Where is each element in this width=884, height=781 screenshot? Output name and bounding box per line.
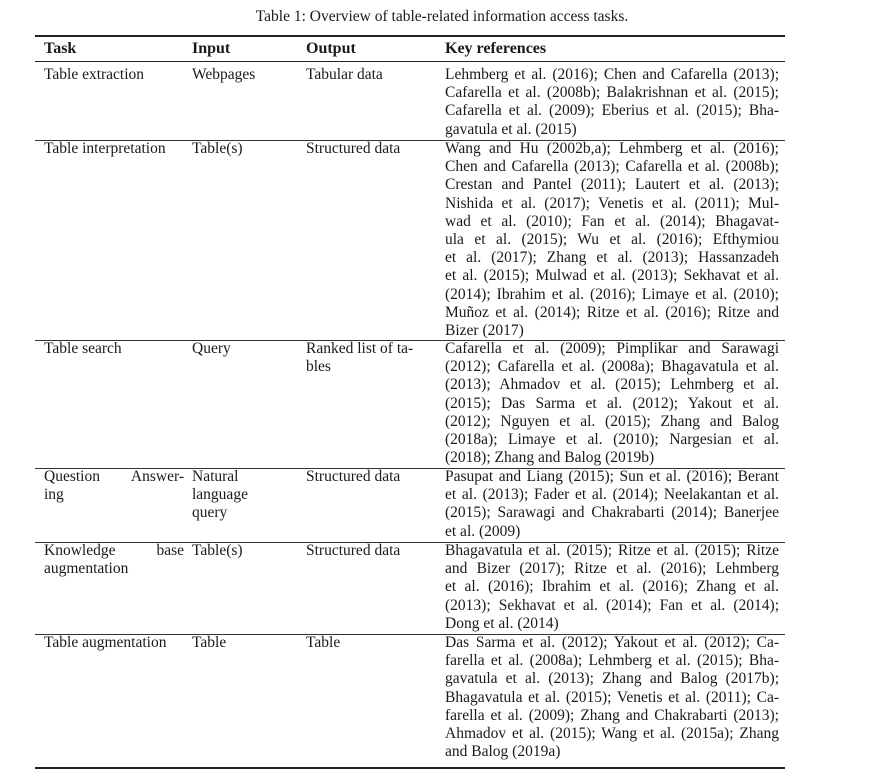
row-key-references-line: and Balog (2019a) bbox=[445, 743, 561, 761]
header-key-references: Key references bbox=[445, 40, 547, 57]
row-output-line: Structured data bbox=[306, 468, 401, 485]
header-rule bbox=[35, 61, 785, 62]
row-key-references-line: Bhagavatula et al. (2015); Venetis et al. (2011); Ca- bbox=[445, 688, 779, 706]
row-separator bbox=[35, 542, 785, 543]
row-output bbox=[306, 66, 434, 84]
row-task bbox=[44, 66, 184, 84]
row-key-references-line: Crestan and Pantel (2011); Lautert et al. (2013); bbox=[445, 176, 779, 194]
header-task: Task bbox=[44, 40, 77, 57]
row-output bbox=[306, 634, 434, 652]
row-task-line: Knowledge base bbox=[44, 542, 184, 559]
row-task-line: ing bbox=[44, 486, 64, 504]
row-key-references-line: et al. (2015); Mulwad et al. (2013); Sekhavat et al. bbox=[445, 267, 779, 285]
row-key-references-line: (2018); Zhang and Balog (2019b) bbox=[445, 449, 655, 467]
row-input-line: Table(s) bbox=[192, 542, 243, 559]
row-key-references-line: and Bizer (2017); Ritze et al. (2016); Lehmberg bbox=[445, 560, 779, 578]
row-separator bbox=[35, 140, 785, 141]
row-task bbox=[44, 140, 184, 158]
row-key-references-line: et al. (2016); Ibrahim et al. (2016); Zhang et al. bbox=[445, 578, 779, 596]
row-task-line: Table extraction bbox=[44, 66, 145, 83]
row-task bbox=[44, 468, 184, 504]
row-input bbox=[192, 66, 292, 84]
row-input bbox=[192, 340, 292, 358]
row-key-references-line: Bizer (2017) bbox=[445, 321, 524, 339]
row-key-references-line: gavatula et al. (2013); Zhang and Balog (2017b); bbox=[445, 670, 779, 688]
row-key-references-line: (2012); Cafarella et al. (2008a); Bhagavatula et al. bbox=[445, 358, 779, 376]
row-input-line: language bbox=[192, 486, 248, 504]
row-output bbox=[306, 140, 434, 158]
row-separator bbox=[35, 340, 785, 341]
row-key-references-line: Das Sarma et al. (2012); Yakout et al. (2012); Ca- bbox=[445, 634, 779, 651]
bottom-rule bbox=[35, 767, 785, 769]
row-key-references-line: Wang and Hu (2002b,a); Lehmberg et al. (2016); bbox=[445, 140, 779, 157]
row-key-references-line: (2013); Ahmadov et al. (2015); Lehmberg et al. bbox=[445, 376, 779, 394]
row-input bbox=[192, 468, 292, 523]
row-input-line: Table(s) bbox=[192, 140, 243, 157]
row-output-line: bles bbox=[306, 358, 331, 376]
row-output-line: Structured data bbox=[306, 140, 401, 157]
row-task-line: Table search bbox=[44, 340, 122, 357]
row-output bbox=[306, 340, 434, 376]
row-key-references-line: Cafarella et al. (2008b); Balakrishnan et al. (2015); bbox=[445, 84, 779, 102]
row-task-line: Question Answer- bbox=[44, 468, 184, 485]
row-key-references-line: Cafarella et al. (2009); Pimplikar and Sarawagi bbox=[445, 340, 779, 357]
row-key-references-line: (2015); Sarawagi and Chakrabarti (2014); Banerjee bbox=[445, 504, 779, 522]
row-key-references-line: ula et al. (2015); Wu et al. (2016); Efthymiou bbox=[445, 230, 779, 248]
row-input-line: query bbox=[192, 504, 228, 522]
row-separator bbox=[35, 634, 785, 635]
row-key-references-line: Muñoz et al. (2014); Ritze et al. (2016); Ritze and bbox=[445, 303, 779, 321]
row-key-references-line: farella et al. (2009); Zhang and Chakrabarti (2013); bbox=[445, 706, 779, 724]
row-key-references bbox=[445, 542, 779, 633]
row-output-line: Table bbox=[306, 634, 341, 651]
row-input-line: Query bbox=[192, 340, 231, 357]
row-key-references-line: Bhagavatula et al. (2015); Ritze et al. (2015); Ritze bbox=[445, 542, 779, 559]
row-output bbox=[306, 468, 434, 486]
row-key-references-line: et al. (2017); Zhang et al. (2013); Hassanzadeh bbox=[445, 249, 779, 267]
row-output-line: Tabular data bbox=[306, 66, 383, 83]
row-task bbox=[44, 340, 184, 358]
row-key-references-line: (2012); Nguyen et al. (2015); Zhang and Balog bbox=[445, 412, 779, 430]
row-input-line: Table bbox=[192, 634, 227, 651]
row-key-references bbox=[445, 140, 779, 340]
row-output bbox=[306, 542, 434, 560]
row-input bbox=[192, 634, 292, 652]
row-input-line: Webpages bbox=[192, 66, 256, 83]
row-key-references-line: (2013); Sekhavat et al. (2014); Fan et al. (2014); bbox=[445, 596, 779, 614]
row-key-references-line: gavatula et al. (2015) bbox=[445, 120, 577, 138]
row-output-line: Ranked list of ta- bbox=[306, 340, 414, 357]
row-key-references-line: (2015); Das Sarma et al. (2012); Yakout et al. bbox=[445, 394, 779, 412]
row-task bbox=[44, 542, 184, 578]
row-input bbox=[192, 140, 292, 158]
header-output: Output bbox=[306, 40, 356, 57]
row-key-references bbox=[445, 634, 779, 761]
row-key-references bbox=[445, 468, 779, 541]
row-key-references-line: Ahmadov et al. (2015); Wang et al. (2015a); Zhang bbox=[445, 724, 779, 742]
row-separator bbox=[35, 468, 785, 469]
row-key-references-line: wad et al. (2010); Fan et al. (2014); Bhagavat- bbox=[445, 212, 779, 230]
row-key-references-line: Pasupat and Liang (2015); Sun et al. (2016); Berant bbox=[445, 468, 779, 485]
row-input bbox=[192, 542, 292, 560]
row-output-line: Structured data bbox=[306, 542, 401, 559]
row-task-line: Table augmentation bbox=[44, 634, 167, 651]
table-caption: Table 1: Overview of table-related information access tasks. bbox=[255, 8, 629, 25]
row-key-references-line: et al. (2009) bbox=[445, 522, 521, 540]
row-key-references-line: et al. (2013); Fader et al. (2014); Neelakantan et al. bbox=[445, 486, 779, 504]
row-task-line: augmentation bbox=[44, 560, 129, 578]
row-key-references-line: farella et al. (2008a); Lehmberg et al. (2015); Bha- bbox=[445, 652, 779, 670]
header-input: Input bbox=[192, 40, 231, 57]
row-key-references-line: Nishida et al. (2017); Venetis et al. (2011); Mul- bbox=[445, 194, 779, 212]
top-rule bbox=[35, 35, 785, 37]
row-task bbox=[44, 634, 184, 652]
row-key-references bbox=[445, 66, 779, 139]
row-key-references-line: Chen and Cafarella (2013); Cafarella et al. (2008b); bbox=[445, 158, 779, 176]
row-key-references-line: Dong et al. (2014) bbox=[445, 614, 559, 632]
row-key-references bbox=[445, 340, 779, 467]
row-key-references-line: (2018a); Limaye et al. (2010); Nargesian et al. bbox=[445, 430, 779, 448]
row-key-references-line: Cafarella et al. (2009); Eberius et al. (2015); Bha- bbox=[445, 102, 779, 120]
row-input-line: Natural bbox=[192, 468, 239, 485]
row-key-references-line: (2014); Ibrahim et al. (2016); Limaye et al. (2010); bbox=[445, 285, 779, 303]
row-task-line: Table interpretation bbox=[44, 140, 166, 157]
row-key-references-line: Lehmberg et al. (2016); Chen and Cafarella (2013); bbox=[445, 66, 779, 83]
